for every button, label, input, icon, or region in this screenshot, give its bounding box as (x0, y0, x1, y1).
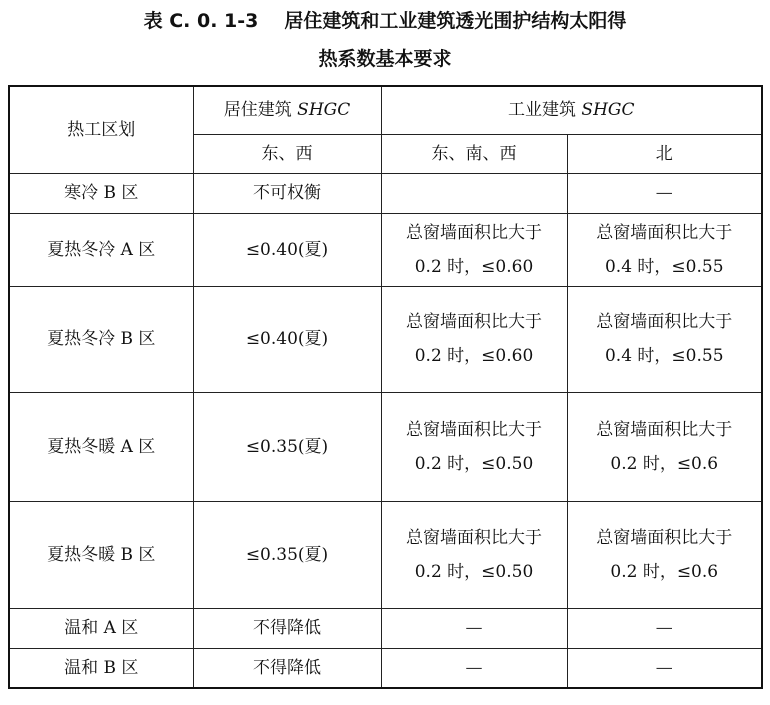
table-title (0, 8, 770, 34)
table-title-line2: 热系数基本要求 (318, 48, 452, 70)
industrial-north-cell (567, 501, 762, 608)
industrial-north-cell (567, 648, 762, 688)
header-residential-shgc: SHGC (297, 100, 351, 121)
industrial-north-cell (567, 213, 762, 286)
industrial-ews-cell (381, 286, 567, 392)
table-row (9, 501, 762, 608)
zone-cell: 夏热冬暖 B 区 (9, 501, 193, 608)
industrial-ews-cell (381, 648, 567, 688)
header-zone: 热工区划 (9, 86, 193, 173)
industrial-ews-text: — (465, 657, 483, 678)
industrial-ews-line1: 总窗墙面积比大于 (406, 419, 542, 440)
industrial-north-cell (567, 286, 762, 392)
industrial-north-line2: 0.4 时，≤0.55 (604, 256, 724, 277)
zone-cell: 夏热冬冷 B 区 (9, 286, 193, 392)
header-industrial-label: 工业建筑 (508, 100, 577, 121)
industrial-north-line2: 0.4 时，≤0.55 (604, 346, 724, 366)
industrial-ews-line1: 总窗墙面积比大于 (406, 527, 542, 548)
industrial-ews-cell (381, 213, 567, 286)
residential-cell: ≤0.40(夏) (193, 213, 381, 286)
industrial-north-line1: 总窗墙面积比大于 (596, 419, 733, 440)
industrial-north-text: — (655, 183, 673, 203)
industrial-north-line1: 总窗墙面积比大于 (596, 527, 733, 548)
industrial-ews-line1: 总窗墙面积比大于 (406, 312, 542, 332)
table-row (9, 213, 762, 286)
table-title-text: 居住建筑和工业建筑透光围护结构太阳得 (284, 10, 627, 32)
zone-cell: 夏热冬冷 A 区 (9, 213, 193, 286)
header-res-orientation: 东、西 (193, 134, 381, 173)
residential-cell: ≤0.35(夏) (193, 392, 381, 501)
table-row (9, 392, 762, 501)
industrial-ews-line2: 0.2 时，≤0.50 (414, 561, 534, 582)
residential-cell: ≤0.40(夏) (193, 286, 381, 392)
industrial-north-cell (567, 608, 762, 648)
table-row (9, 173, 762, 213)
industrial-ews-cell (381, 608, 567, 648)
header-industrial (381, 86, 762, 134)
industrial-ews-line2: 0.2 时，≤0.60 (414, 346, 534, 366)
industrial-ews-cell (381, 173, 567, 213)
industrial-north-line2: 0.2 时，≤0.6 (610, 561, 719, 582)
industrial-north-cell (567, 173, 762, 213)
shgc-requirements-table (8, 85, 763, 689)
industrial-north-text: — (655, 618, 673, 638)
zone-cell: 温和 B 区 (9, 648, 193, 688)
zone-cell: 夏热冬暖 A 区 (9, 392, 193, 501)
industrial-ews-line1: 总窗墙面积比大于 (406, 222, 542, 243)
industrial-north-cell (567, 392, 762, 501)
industrial-ews-text: — (465, 618, 483, 638)
industrial-ews-line2: 0.2 时，≤0.60 (414, 256, 534, 277)
header-residential-label: 居住建筑 (223, 100, 292, 121)
industrial-ews-cell (381, 501, 567, 608)
industrial-north-text: — (655, 657, 673, 678)
zone-cell: 寒冷 B 区 (9, 173, 193, 213)
industrial-ews-cell (381, 392, 567, 501)
residential-cell: 不可权衡 (193, 173, 381, 213)
industrial-north-line1: 总窗墙面积比大于 (596, 312, 733, 332)
residential-cell: 不得降低 (193, 608, 381, 648)
industrial-ews-line2: 0.2 时，≤0.50 (414, 453, 534, 474)
residential-cell: ≤0.35(夏) (193, 501, 381, 608)
residential-cell: 不得降低 (193, 648, 381, 688)
industrial-north-line1: 总窗墙面积比大于 (596, 222, 733, 243)
table-row (9, 608, 762, 648)
header-ind-orientation-ews: 东、南、西 (381, 134, 567, 173)
table-row (9, 286, 762, 392)
header-row-1 (9, 86, 762, 134)
table-number: 表 C. 0. 1-3 (143, 10, 259, 32)
header-industrial-shgc: SHGC (581, 100, 635, 121)
header-residential (193, 86, 381, 134)
zone-cell: 温和 A 区 (9, 608, 193, 648)
table-row (9, 648, 762, 688)
header-ind-orientation-north: 北 (567, 134, 762, 173)
industrial-north-line2: 0.2 时，≤0.6 (610, 453, 719, 474)
